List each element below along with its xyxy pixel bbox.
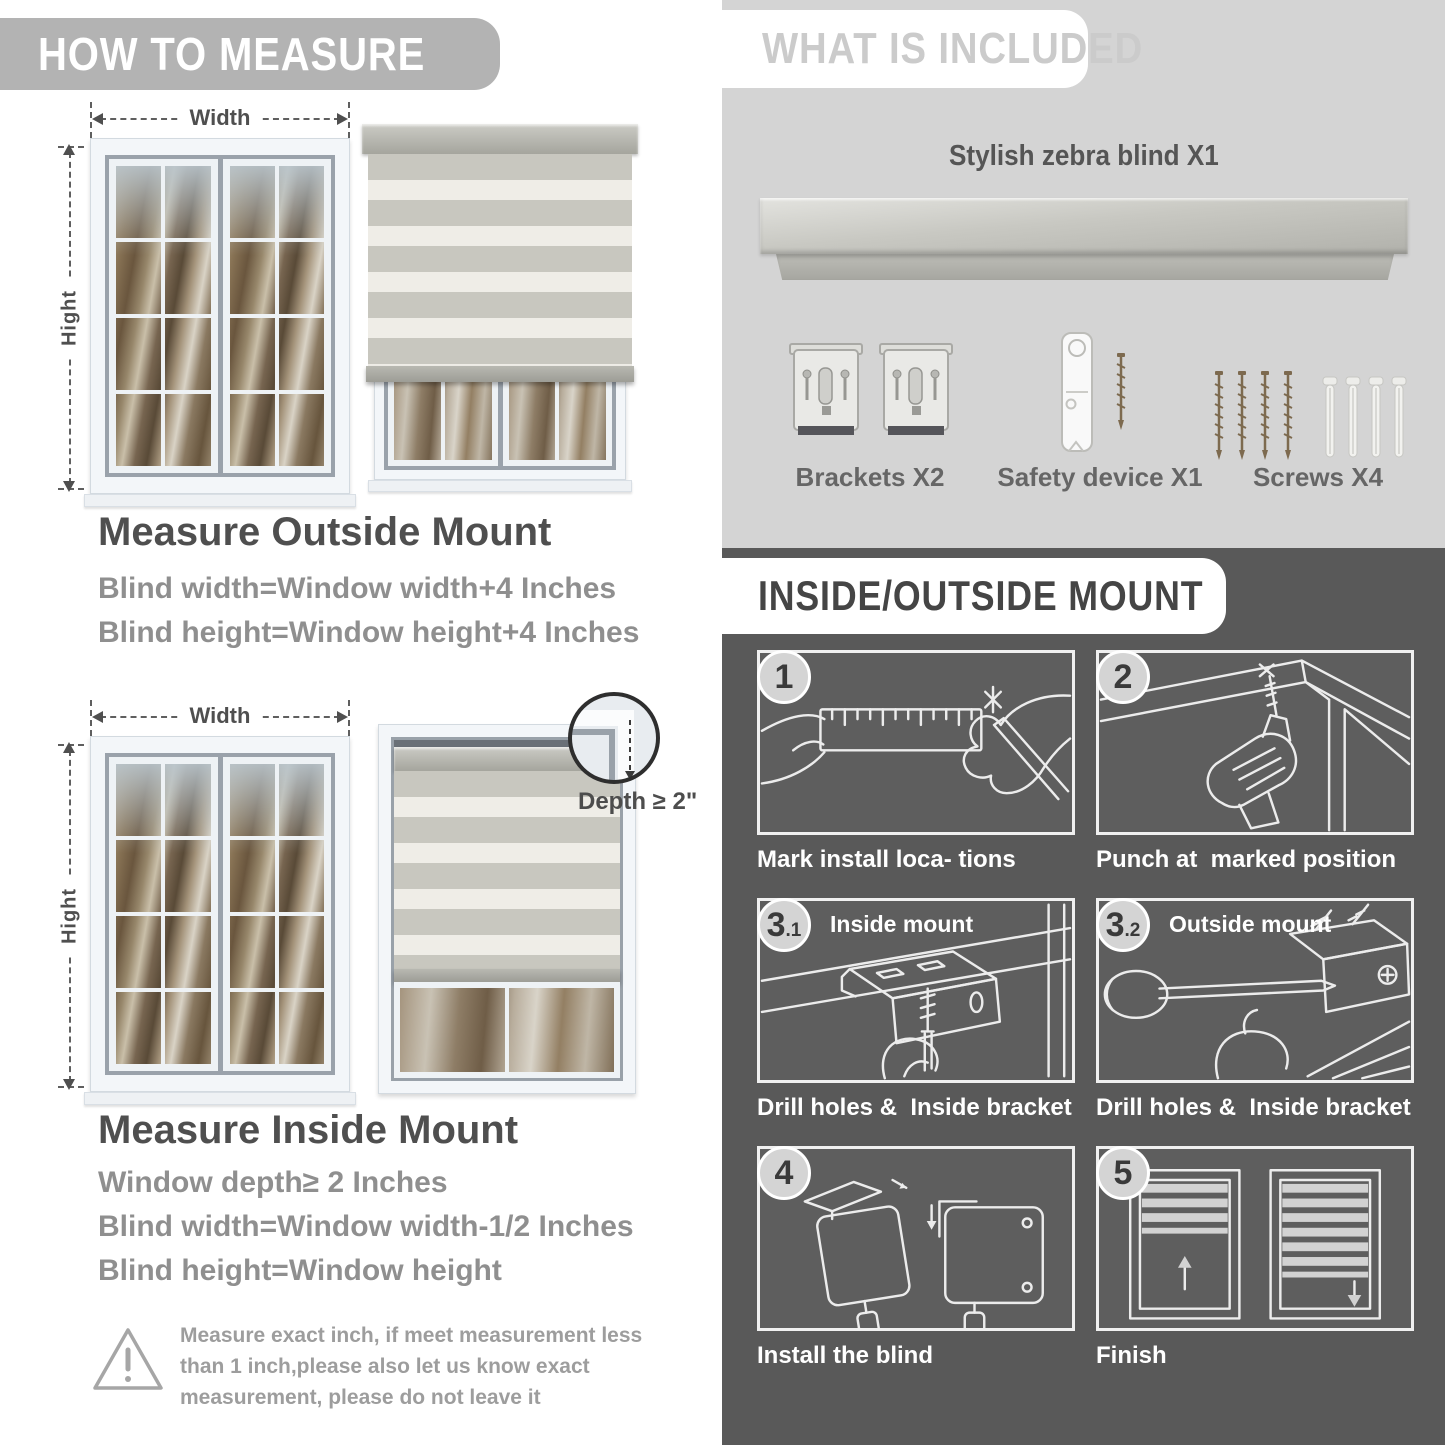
how-to-measure-title: HOW TO MEASURE [38,28,426,80]
step-caption-4: Install the blind [757,1342,934,1369]
height-label: Hight [55,280,86,356]
blind-bottomrail [366,366,634,382]
magnifier-depth-icon [566,690,662,786]
step-label-outside-mount: Outside mount [1169,911,1332,937]
screw-icon [1114,352,1128,432]
wall-anchor-icon [1368,376,1384,464]
width-label: Width [178,703,263,729]
safety-device-label: Safety device X1 [997,462,1203,492]
arrow-down-icon [63,481,75,492]
what-is-included-title: WHAT IS INCLUDED [762,24,1144,73]
step-badge: 3 .2 [1096,898,1150,952]
bracket-icon [878,338,954,444]
step-caption-3-2: Drill holes & Inside bracket [1096,1094,1411,1121]
step-panel-5 [1096,1146,1414,1331]
arrow-up-icon [63,742,75,753]
measure-inside-title: Measure Inside Mount [98,1108,519,1152]
wall-anchor-icon [1391,376,1407,464]
outside-formula-width: Blind width=Window width+4 Inches [98,572,617,605]
what-is-included-banner [722,10,1144,88]
screw-icon [1281,370,1295,462]
screws-image [1212,370,1295,462]
step-badge: 5 [1096,1146,1150,1200]
bracket-icon [788,338,864,444]
window-casement [503,376,613,466]
arrow-left-icon [92,113,103,125]
inside-formula-depth: Window depth≥ 2 Inches [98,1166,448,1199]
step-badge: 4 [757,1146,811,1200]
inside-formula-width: Blind width=Window width-1/2 Inches [98,1210,634,1243]
step-badge: 3 .1 [757,898,811,952]
inside-outside-mount-title: INSIDE/OUTSIDE MOUNT [758,572,1204,619]
safety-device-image [1056,330,1128,456]
warning-triangle-icon [88,1322,168,1398]
window-casement [223,159,332,473]
screw-icon [1235,370,1249,462]
blind-headrail-product [760,198,1408,254]
step-caption-1: Mark install loca- tions [757,846,1016,873]
window-sill [84,1092,356,1105]
zebra-blind-photo-outside [362,124,638,492]
blind-bottomrail [394,969,620,982]
inside-outside-mount-banner [722,558,1226,634]
brackets-image [788,338,954,444]
wall-anchor-icon [1322,376,1338,464]
blind-headrail-lip [776,254,1394,280]
step-panel-3-2 [1096,898,1414,1083]
arrow-right-icon [337,711,348,723]
step-badge: 1 [757,650,811,704]
step-caption-3-1: Drill holes & Inside bracket [757,1094,1072,1121]
step-caption-5: Finish [1096,1342,1167,1369]
width-label: Width [178,105,263,131]
how-to-measure-banner [0,18,500,90]
brackets-label: Brackets X2 [795,462,945,492]
window-photo-inside [90,736,350,1092]
inside-formula-height: Blind height=Window height [98,1254,502,1287]
blind-stripes [368,154,632,366]
step-badge: 2 [1096,650,1150,704]
window-casement [388,376,498,466]
window-sill [84,494,356,507]
step-panel-3-1 [757,898,1075,1083]
step-panel-2 [1096,650,1414,835]
window-sill [368,480,632,492]
blind-headrail [362,124,638,154]
step-panel-1 [757,650,1075,835]
width-dimension-outside [90,102,350,138]
width-dimension-inside [90,700,350,736]
window-casement [109,159,218,473]
blind-product-label: Stylish zebra blind X1 [948,140,1219,172]
height-dimension-inside [52,742,88,1090]
height-label: Hight [55,878,86,954]
wall-anchor-icon [1345,376,1361,464]
arrow-right-icon [337,113,348,125]
screws-label: Screws X4 [1252,462,1384,492]
arrow-down-icon [63,1079,75,1090]
measure-outside-title: Measure Outside Mount [98,510,552,554]
step-label-inside-mount: Inside mount [830,911,974,937]
outside-formula-height: Blind height=Window height+4 Inches [98,616,640,649]
arrow-up-icon [63,144,75,155]
window-casement [394,982,620,1078]
arrow-left-icon [92,711,103,723]
window-photo-outside [90,138,350,494]
screw-icon [1212,370,1226,462]
window-casement [223,757,332,1071]
safety-device-icon [1056,330,1098,456]
window-casement [109,757,218,1071]
height-dimension-outside [52,144,88,492]
warning-text: Measure exact inch, if meet measurement less than 1 inch,please also let us know exact measurement, please do not leave it [180,1324,643,1409]
depth-label: Depth ≥ 2" [578,788,698,815]
anchors-image [1322,376,1407,464]
step-panel-4 [757,1146,1075,1331]
screw-icon [1258,370,1272,462]
step-caption-2: Punch at marked position [1096,846,1397,873]
